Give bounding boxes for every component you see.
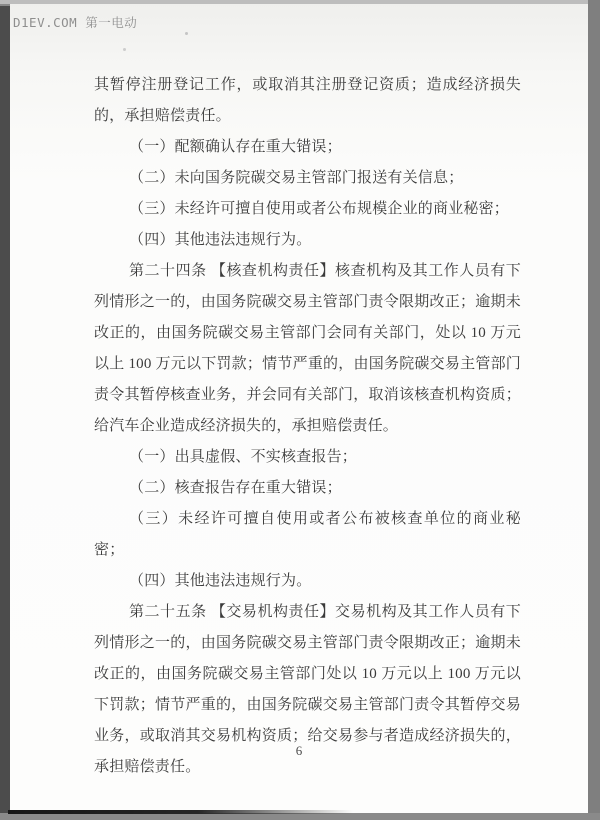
paragraph: 其暂停注册登记工作，或取消其注册登记资质；造成经济损失的，承担赔偿责任。 <box>94 77 521 124</box>
scan-edge-top <box>0 0 600 4</box>
paragraph: （二）未向国务院碳交易主管部门报送有关信息； <box>129 170 464 186</box>
scan-edge-bottom <box>0 813 600 820</box>
paragraph: （一）出具虚假、不实核查报告； <box>129 449 358 465</box>
scan-edge-left <box>0 6 10 815</box>
paragraph: （二）核查报告存在重大错误； <box>129 480 342 496</box>
watermark: D1EV.COM 第一电动 <box>13 15 138 30</box>
paragraph: 第二十五条 【交易机构责任】交易机构及其工作人员有下列情形之一的，由国务院碳交易主管部门责令限期改正；逾期未改正的，由国务院碳交易主管部门处以 10 万元以上 100 万元以下罚款；情节严重的，由国务院碳交易主管部门责令其暂停交易业务，或取消其交易机构资质；给交易参与者造成经济损失的，承担赔偿责任。 <box>94 604 521 775</box>
scan-edge-right <box>588 0 600 820</box>
document-body <box>94 70 521 783</box>
paragraph: （三）未经许可擅自使用或者公布规模企业的商业秘密； <box>129 201 510 217</box>
paragraph: （一）配额确认存在重大错误； <box>129 139 342 155</box>
paragraph: （四）其他违法违规行为。 <box>129 232 312 248</box>
paragraph: （三）未经许可擅自使用或者公布被核查单位的商业秘密； <box>94 511 521 558</box>
paragraph: （四）其他违法违规行为。 <box>129 573 312 589</box>
scan-speckle <box>123 48 126 51</box>
page-bottom-shadow <box>8 810 353 814</box>
scan-speckle <box>185 32 188 35</box>
page-number: 6 <box>295 743 303 758</box>
paragraph: 第二十四条 【核查机构责任】核查机构及其工作人员有下列情形之一的，由国务院碳交易主管部门责令限期改正；逾期未改正的，由国务院碳交易主管部门会同有关部门，处以 10 万元以上 100 万元以下罚款；情节严重的，由国务院碳交易主管部门责令其暂停核查业务，并会同有关部门，取消该核查机构资质；给汽车企业造成经济损失的，承担赔偿责任。 <box>94 263 521 434</box>
